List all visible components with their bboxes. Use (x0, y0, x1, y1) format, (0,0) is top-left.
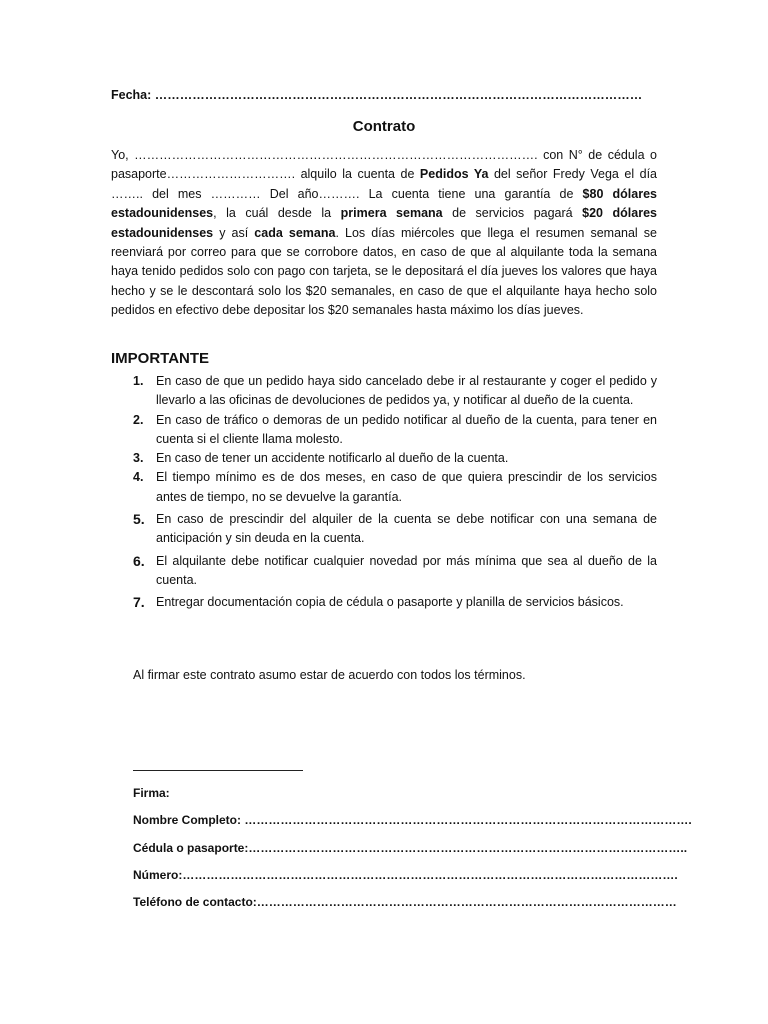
item-text: El tiempo mínimo es de dos meses, en caso de que quiera prescindir de los servicios antes de tiempo, no se devuelve la garantía. (156, 470, 657, 504)
signature-line (133, 770, 303, 771)
intro-text-1: Yo, ……………………………………………………………………………………. con N° de cédula o pasaporte…………………………. alquilo la cuenta de (111, 148, 657, 182)
list-item (111, 372, 657, 411)
list-item (111, 449, 657, 468)
cedula-field: Cédula o pasaporte:……………………………………………………………………………………………….. (133, 841, 688, 855)
item-number: 2. (133, 412, 144, 427)
intro-text-3: , la cuál desde la (213, 206, 341, 221)
intro-bold-5: cada semana (254, 225, 336, 240)
item-text: En caso de tráfico o demoras de un pedido notificar al dueño de la cuenta, para tener en cuenta si el cliente llama molesto. (156, 412, 657, 446)
important-heading: IMPORTANTE (111, 350, 210, 367)
nombre-field: Nombre Completo: …………………………………………………………………………………………………. (133, 813, 692, 827)
item-number: 6. (133, 552, 145, 569)
numero-field: Número:……………………………………………………………………………………………………………. (133, 868, 678, 882)
intro-paragraph (111, 146, 657, 321)
intro-text-5: y así (213, 225, 255, 240)
intro-text-2: del señor Fredy Vega el día …….. del mes ………… Del año………. La cuenta tiene una garantía de (111, 167, 657, 201)
intro-bold-2: $80 dólares estadounidenses (111, 186, 657, 221)
item-number: 3. (133, 451, 144, 466)
intro-text-4: de servicios pagará (442, 206, 583, 221)
item-number: 5. (133, 511, 145, 528)
intro-text-6: . Los días miércoles que llega el resumen semanal se reenviará por correo para que se corrobore datos, en caso de que al alquilante toda la semana haya tenido pedidos solo con pago con tarjeta, se le depositará el día jueves los valores que haya hecho y se le descontará solo los $20 semanales, en caso de que el alquilante haya hecho solo pedidos en efectivo debe depositar los $20 semanales hasta máximo los días jueves. (111, 225, 657, 318)
firma-label: Firma: (133, 786, 170, 800)
item-text: En caso de que un pedido haya sido cancelado debe ir al restaurante y coger el pedido y llevarlo a las oficinas de devoluciones de pedidos ya, y notificar al dueño de la cuenta. (156, 374, 657, 408)
intro-bold-1: Pedidos Ya (419, 167, 489, 182)
item-text: En caso de prescindir del alquiler de la cuenta se debe notificar con una semana de anticipación y sin deuda en la cuenta. (156, 512, 657, 546)
list-item (111, 593, 657, 612)
item-number: 1. (133, 374, 144, 388)
item-text: Entregar documentación copia de cédula o pasaporte y planilla de servicios básicos. (156, 595, 624, 610)
page-title: Contrato (352, 118, 416, 135)
item-text: En caso de tener un accidente notificarlo al dueño de la cuenta. (156, 451, 509, 466)
telefono-field: Teléfono de contacto:…………………………………………………………………………………………… (133, 895, 677, 909)
list-item (111, 510, 657, 549)
date-line: Fecha: ……………………………………………………………………………………………………… (111, 88, 643, 102)
list-item (111, 552, 657, 591)
list-item (111, 468, 657, 507)
list-item (111, 411, 657, 450)
item-number: 7. (133, 594, 145, 611)
intro-bold-4: $20 dólares estadounidenses (111, 206, 657, 240)
item-text: El alquilante debe notificar cualquier novedad por más mínima que sea al dueño de la cuenta. (156, 553, 657, 587)
rules-list (111, 372, 657, 613)
intro-bold-3: primera semana (340, 206, 443, 221)
item-number: 4. (133, 470, 144, 485)
agreement-statement: Al firmar este contrato asumo estar de acuerdo con todos los términos. (133, 668, 526, 682)
